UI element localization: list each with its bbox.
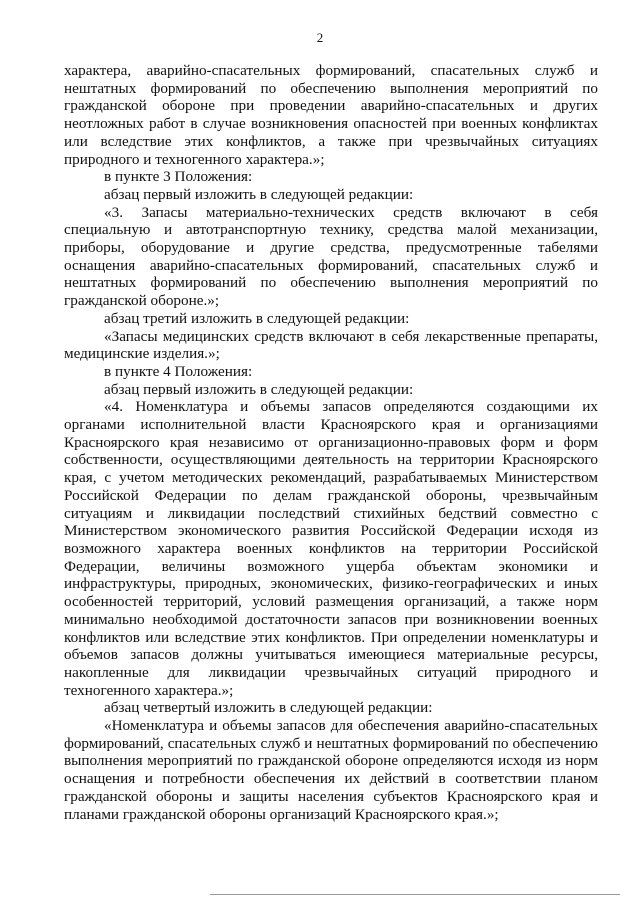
- paragraph-clause-4: «4. Номенклатура и объемы запасов определяются создающими их органами исполнительной власти Красноярского края и организациями Красноярского края независимо от организационно-правовых форм и форм собственности, осуществляющими деятельность на территории Красноярского края, с учетом методических рекомендаций, разрабатываемых Министерством Российской Федерации по делам гражданской обороны, чрезвычайным ситуациям и ликвидации последствий стихийных бедствий совместно с Министерством экономического развития Российской Федерации исходя из возможного характера военных конфликтов на территории Российской Федерации, величины возможного ущерба объектам экономики и инфраструктуры, природных, экономических, физико-географических и иных особенностей территорий, условий размещения организаций, а также норм минимально необходимой достаточности запасов при возникновении военных конфликтов или вследствие этих конфликтов. При определении номенклатуры и объемов запасов должны учитываться имеющиеся материальные ресурсы, накопленные для ликвидации чрезвычайных ситуаций природного и техногенного характера.»;: [64, 398, 598, 699]
- paragraph-medical-supplies: «Запасы медицинских средств включают в себя лекарственные препараты, медицинские изделия.»;: [64, 327, 598, 363]
- paragraph-instruction: в пункте 4 Положения:: [104, 362, 253, 380]
- paragraph-instruction: абзац первый изложить в следующей редакции:: [104, 185, 414, 203]
- scan-edge-line: [210, 894, 620, 895]
- paragraph-continuation: характера, аварийно-спасательных формирований, спасательных служб и нештатных формирований по обеспечению выполнения мероприятий по гражданской обороне при проведении аварийно-спасательных и других неотложных работ в случае возникновения опасностей при военных конфликтах или вследствие этих конфликтов, а также при чрезвычайных ситуациях природного и техногенного характера.»;: [64, 62, 598, 168]
- paragraph-instruction: абзац четвертый изложить в следующей редакции:: [104, 699, 433, 717]
- paragraph-clause-3: «3. Запасы материально-технических средств включают в себя специальную и автотранспортную технику, средства малой механизации, приборы, оборудование и другие средства, предусмотренные табелями оснащения аварийно-спасательных формирований, спасательных служб и нештатных формирований по обеспечению выполнения мероприятий по гражданской обороне.»;: [64, 203, 598, 310]
- page-number: 2: [316, 30, 324, 45]
- paragraph-nomenclature: «Номенклатура и объемы запасов для обеспечения аварийно-спасательных формирований, спасательных служб и нештатных формирований по обеспечению выполнения мероприятий по гражданской обороне определяются исходя из норм оснащения и потребности обеспечения их действий в соответствии планом гражданской обороны и защиты населения субъектов Красноярского края и планами гражданской обороны организаций Красноярского края.»;: [64, 717, 598, 823]
- document-body: [64, 62, 598, 823]
- paragraph-instruction: абзац первый изложить в следующей редакции:: [104, 380, 414, 398]
- paragraph-instruction: абзац третий изложить в следующей редакции:: [104, 309, 410, 327]
- paragraph-instruction: в пункте 3 Положения:: [104, 168, 253, 186]
